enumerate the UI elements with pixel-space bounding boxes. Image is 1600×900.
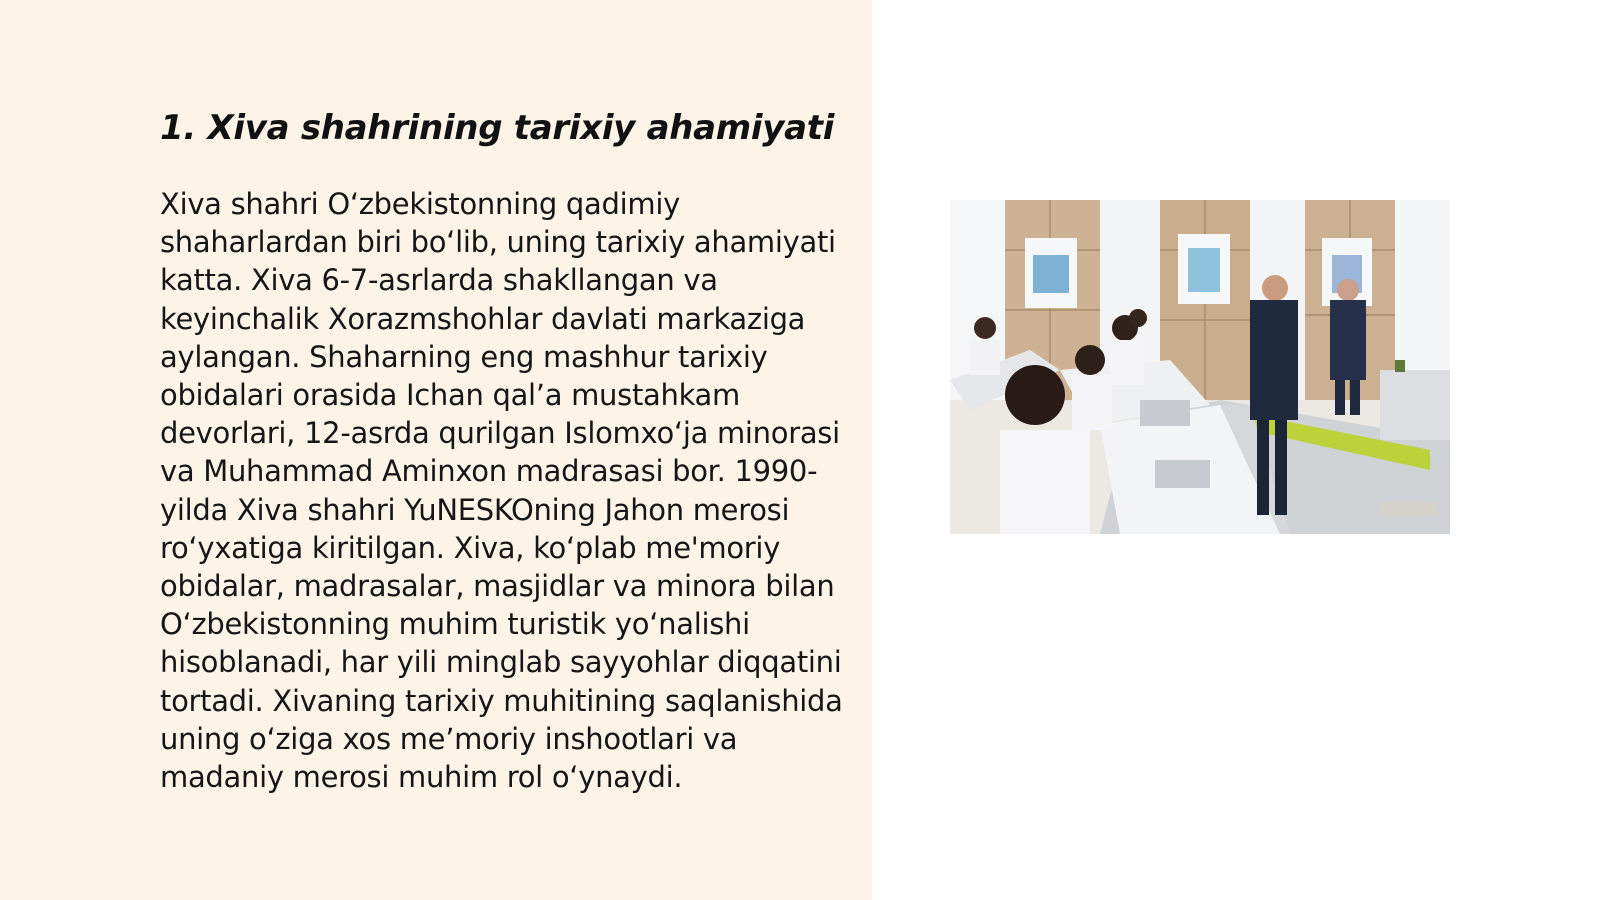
- slide-title: 1. Xiva shahrining tarixiy ahamiyati: [160, 108, 835, 148]
- classroom-photo: [950, 200, 1450, 534]
- slide-body-text: Xiva shahri O‘zbekistonning qadimiy shaharlardan biri bo‘lib, uning tarixiy ahamiyati katta. Xiva 6-7-asrlarda shakllangan va keyinchalik Xorazmshohlar davlati markaziga aylangan. Shaharning eng mashhur tarixiy obidalari orasida Ichan qal’a mustahkam devorlari, 12-asrda qurilgan Islomxo‘ja minorasi va Muhammad Aminxon madrasasi bor. 1990-yilda Xiva shahri YuNESKOning Jahon merosi ro‘yxatiga kiritilgan. Xiva, ko‘plab me'moriy obidalar, madrasalar, masjidlar va minora bilan O‘zbekistonning muhim turistik yo‘nalishi hisoblanadi, har yili minglab sayyohlar diqqatini tortadi. Xivaning tarixiy muhitining saqlanishida uning o‘ziga xos me’moriy inshootlari va madaniy merosi muhim rol o‘ynaydi.: [160, 187, 843, 795]
